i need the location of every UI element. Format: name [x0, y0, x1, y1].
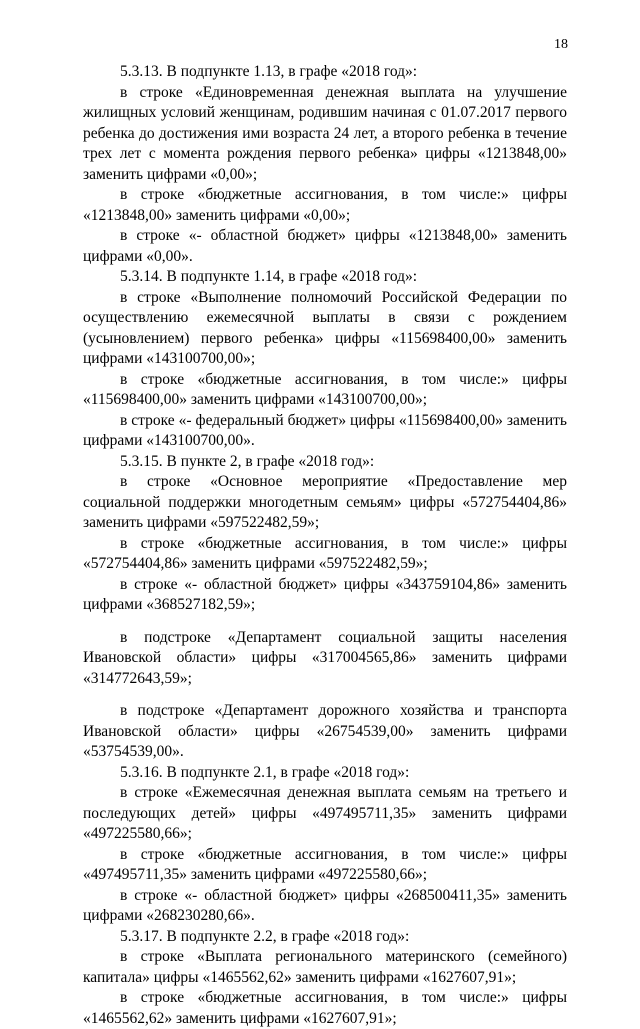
paragraph: в строке «бюджетные ассигнования, в том числе:» цифры «1465562,62» заменить цифрами «1627607,91»; [83, 989, 567, 1027]
document-body [83, 62, 567, 1029]
paragraph: в строке «бюджетные ассигнования, в том числе:» цифры «115698400,00» заменить цифрами «143100700,00»; [83, 370, 567, 408]
paragraph: в строке «- областной бюджет» цифры «1213848,00» заменить цифрами «0,00». [83, 227, 567, 265]
paragraph: в строке «бюджетные ассигнования, в том числе:» цифры «497495711,35» заменить цифрами «497225580,66»; [83, 845, 567, 883]
paragraph: в строке «- федеральный бюджет» цифры «115698400,00» заменить цифрами «143100700,00». [83, 411, 567, 449]
paragraph: в строке «Выполнение полномочий Российской Федерации по осуществлению ежемесячной выплаты в связи с рождением (усыновлением) первого ребенка» цифры «115698400,00» заменить цифрами «143100700,00»; [83, 288, 567, 367]
paragraph: в строке «бюджетные ассигнования, в том числе:» цифры «1213848,00» заменить цифрами «0,00»; [83, 186, 567, 224]
paragraph: в строке «бюджетные ассигнования, в том числе:» цифры «572754404,86» заменить цифрами «597522482,59»; [83, 534, 567, 572]
paragraph: в строке «Единовременная денежная выплата на улучшение жилищных условий женщинам, родившим начиная с 01.07.2017 первого ребенка до достижения ими возраста 24 лет, а второго ребенка в течение трех лет с момента рождения первого ребенка» цифры «1213848,00» заменить цифрами «0,00»; [83, 83, 567, 183]
paragraph: в подстроке «Департамент дорожного хозяйства и транспорта Ивановской области» цифры «26754539,00» заменить цифрами «53754539,00». [83, 702, 567, 760]
paragraph: в строке «Ежемесячная денежная выплата семьям на третьего и последующих детей» цифры «497495711,35» заменить цифрами «497225580,66»; [83, 784, 567, 842]
section-heading: 5.3.16. В подпункте 2.1, в графе «2018 год»: [120, 763, 410, 781]
paragraph: в подстроке «Департамент социальной защиты населения Ивановской области» цифры «317004565,86» заменить цифрами «314772643,59»; [83, 628, 567, 687]
paragraph: в строке «- областной бюджет» цифры «343759104,86» заменить цифрами «368527182,59»; [83, 575, 567, 613]
section-heading: 5.3.17. В подпункте 2.2, в графе «2018 год»: [120, 927, 410, 945]
section-heading: 5.3.13. В подпункте 1.13, в графе «2018 год»: [120, 63, 418, 80]
paragraph: в строке «Основное мероприятие «Предоставление мер социальной поддержки многодетным семьям» цифры «572754404,86» заменить цифрами «597522482,59»; [83, 473, 567, 531]
paragraph: в строке «Выплата регионального материнского (семейного) капитала» цифры «1465562,62» заменить цифрами «1627607,91»; [83, 948, 567, 986]
paragraph: в строке «- областной бюджет» цифры «268500411,35» заменить цифрами «268230280,66». [83, 886, 567, 924]
page-number: 18 [554, 37, 568, 52]
section-heading: 5.3.14. В подпункте 1.14, в графе «2018 год»: [120, 268, 418, 285]
section-heading: 5.3.15. В пункте 2, в графе «2018 год»: [120, 452, 375, 470]
